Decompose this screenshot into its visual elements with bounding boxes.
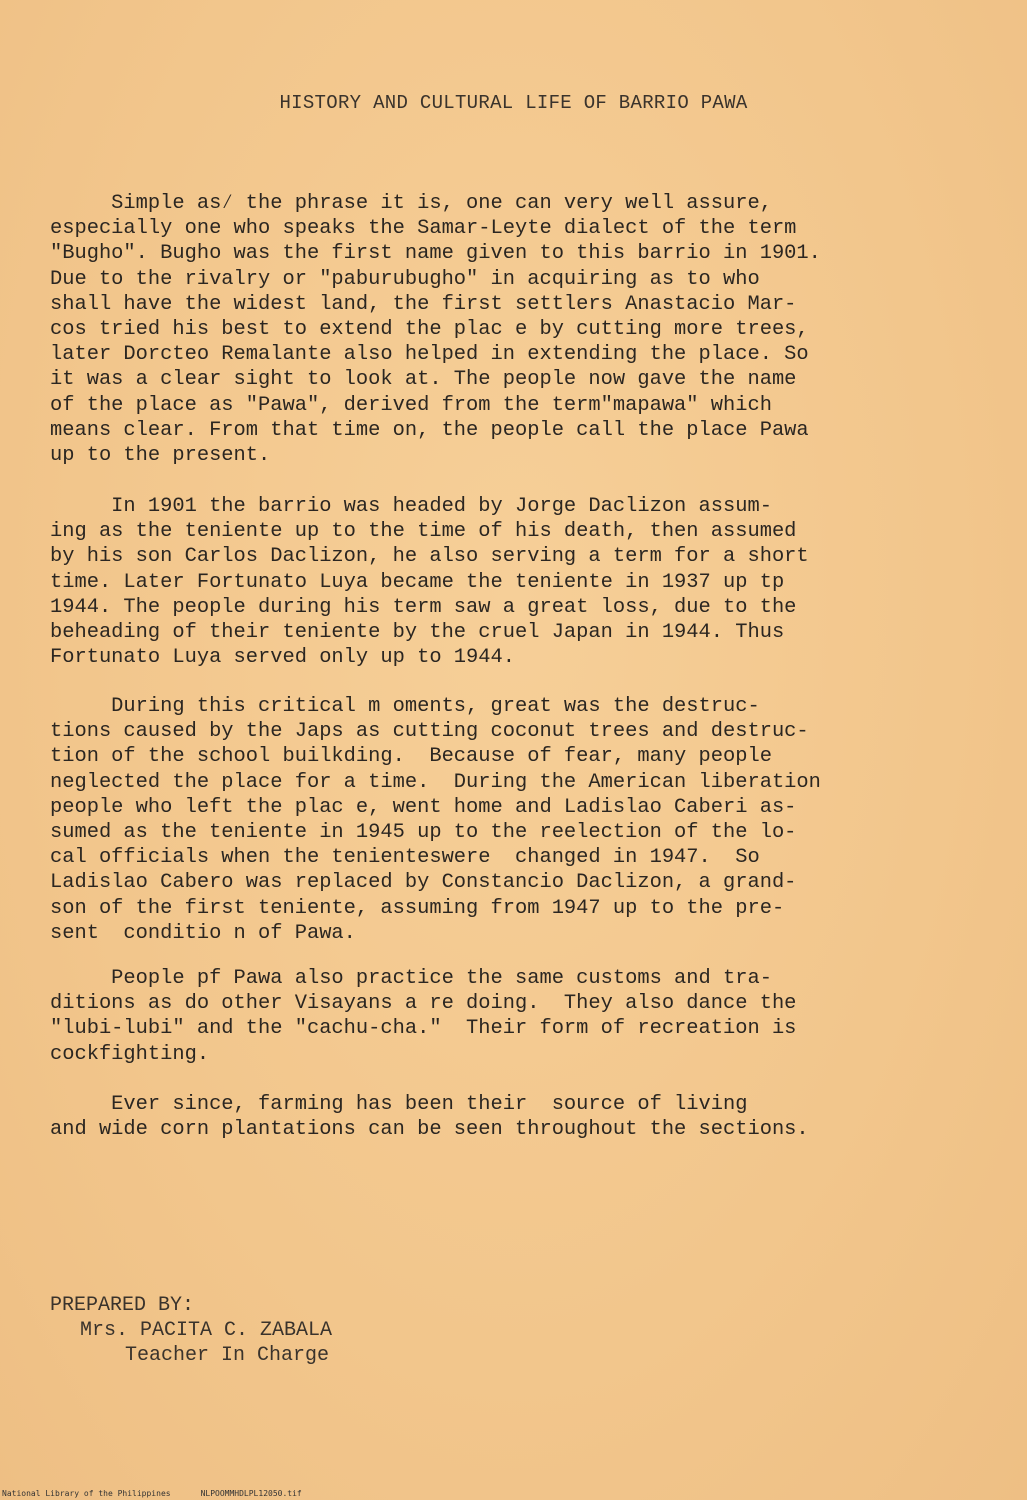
paragraph-war-and-liberation: During this critical m oments, great was the destruc- tions caused by the Japs as cutting coconut trees and destruc- tion of the school builkding. Because of fear, many people neglected the place for a time. During the American liberation people who left the plac e, went home and Ladislao Caberi as- sumed as the teniente in 1945 up to the reelection of the lo- cal officials when the tenienteswere changed in 1947. So Ladislao Cabero was replaced by Constancio Daclizon, a grand- son of the first teniente, assuming from 1947 up to the pre- sent conditio n of Pawa.	[50, 695, 821, 945]
scan-footer	[2, 1489, 332, 1498]
paragraph-livelihood: Ever since, farming has been their source of living and wide corn plantations can be seen throughout the sections.	[50, 1093, 809, 1142]
paragraph-customs: People pf Pawa also practice the same customs and tra- ditions as do other Visayans a re doing. They also dance the "lubi-lubi" and the "cachu-cha." Their form of recreation is cockfighting.	[50, 967, 797, 1066]
preparer-role: Teacher In Charge	[125, 1344, 330, 1367]
prepared-by-label: PREPARED BY:	[50, 1294, 195, 1317]
footer-file: NLPOOMMHDLPL12050.tif	[200, 1489, 302, 1498]
document-title: HISTORY AND CULTURAL LIFE OF BARRIO PAWA	[279, 92, 748, 114]
paragraph-tenientes: In 1901 the barrio was headed by Jorge Daclizon assum- ing as the teniente up to the time of his death, then assumed by his son Carlos Daclizon, he also serving a term for a short time. Later Fortunato Luya became the teniente in 1937 up tp 1944. The people during his term saw a great loss, due to the beheading of their teniente by the cruel Japan in 1944. Thus Fortunato Luya served only up to 1944.	[50, 495, 809, 670]
prepared-by-block	[50, 1293, 332, 1368]
preparer-name: Mrs. PACITA C. ZABALA	[80, 1319, 333, 1342]
paragraph-origin-of-name: Simple as⁄ the phrase it is, one can very well assure, especially one who speaks the Samar-Leyte dialect of the term "Bugho". Bugho was the first name given to this barrio in 1901. Due to the rivalry or "paburubugho" in acquiring as to who shall have the widest land, the first settlers Anastacio Mar- cos tried his best to extend the plac e by cutting more trees, later Dorcteo Remalante also helped in extending the place. So it was a clear sight to look at. The people now gave the name of the place as "Pawa", derived from the term"mapawa" which means clear. From that time on, the people call the place Pawa up to the present.	[50, 192, 821, 468]
footer-library: National Library of the Philippines	[2, 1489, 171, 1498]
